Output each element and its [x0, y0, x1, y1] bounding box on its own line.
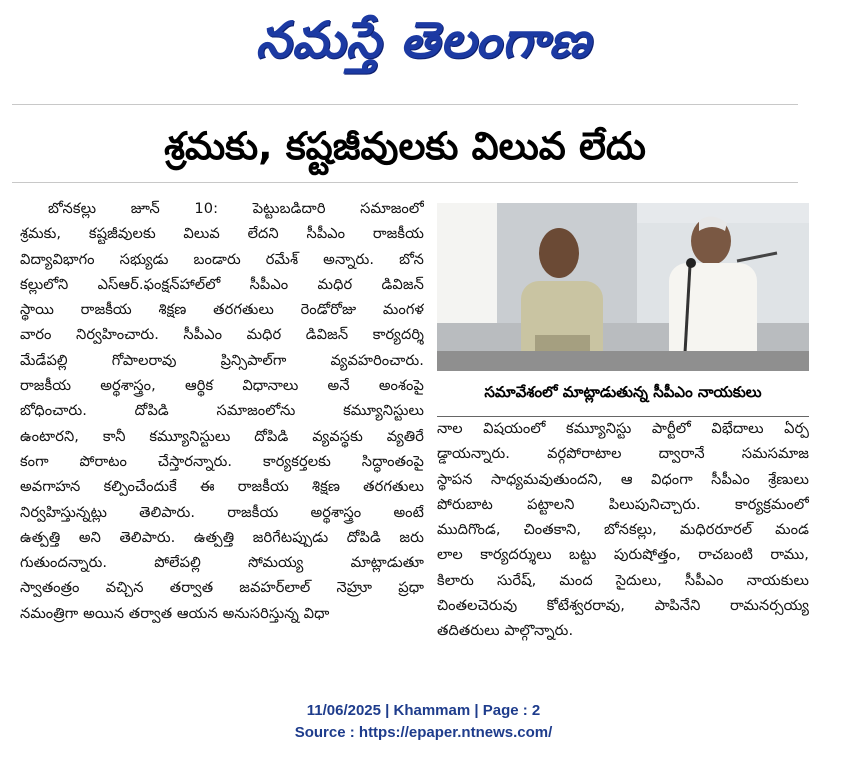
- masthead-title: నమస్తే తెలంగాణ: [255, 10, 592, 69]
- article-line: అవగాహన కల్పించేందుకే ఈ రాజకీయ శిక్షణ తరగతులు: [20, 478, 424, 496]
- article-line: స్వాతంత్రం వచ్చిన తర్వాత జవహర్‌లాల్ నెహ్రూ ప్రధా: [20, 579, 424, 597]
- article-line: వారం నిర్వహించారు. సీపీఎం మధిర డివిజన్ కార్యదర్శి: [20, 326, 424, 344]
- article-line: బోనకల్లు జూన్ 10: పెట్టుబడిదారి సమాజంలో: [48, 200, 424, 217]
- article-line: నమంత్రిగా అయిన తర్వాత ఆయన అనుసరిస్తున్న విధా: [20, 604, 330, 622]
- photo-caption: సమావేశంలో మాట్లాడుతున్న సీపీఎం నాయకులు: [437, 371, 809, 417]
- article-line: మేడేపల్లి గోపాలరావు ప్రిన్సిపాల్‌గా వ్యవహరించారు.: [20, 351, 424, 369]
- article-line: ముదిగొండ, చింతకాని, బోనకల్లు, మధిరరూరల్ మండ: [437, 521, 809, 539]
- article-line: నాల విషయంలో కమ్యూనిస్టు పార్టీలో విభేదాలు ఏర్ప: [437, 420, 809, 437]
- photo-illustration: [437, 203, 809, 371]
- article-line: ఉత్పత్తి అని తెలిపారు. ఉత్పత్తి జరిగేటప్పుడు దోపిడి జరు: [20, 528, 424, 546]
- headline: శ్రమకు, కష్టజీవులకు విలువ లేదు: [164, 124, 646, 168]
- masthead-logo: [0, 0, 847, 92]
- footer-source: Source : https://epaper.ntnews.com/: [294, 724, 553, 741]
- footer-edition-info: 11/06/2025 | Khammam | Page : 2: [306, 702, 541, 719]
- headline-divider: [12, 182, 798, 183]
- top-divider: [12, 104, 798, 105]
- article-line: స్థాపన సాధ్యమవుతుందని, ఆ విధంగా సీపీఎం శ్రేణులు: [437, 470, 809, 488]
- article-line: స్థాయి రాజకీయ శిక్షణ తరగతులు రెండోరోజు మంగళ: [20, 301, 424, 319]
- article-line: శ్రమకు, కష్టజీవులకు విలువ లేదని సీపీఎం రాజకీయ: [20, 225, 424, 243]
- article-line: కంగా పోరాటం చేస్తారన్నారు. కార్యకర్తలకు సిద్ధాంతంపై: [20, 452, 424, 470]
- article-line: తదితరులు పాల్గొన్నారు.: [437, 622, 574, 640]
- article-line: కల్లులోని ఎస్ఆర్.ఫంక్షన్‌హాల్‌లో సీపీఎం మధిర డివిజన్: [20, 275, 424, 293]
- news-photo: [437, 203, 809, 371]
- article-line: గుతుందన్నారు. పోలేపల్లి సోమయ్య మాట్లాడుతూ: [20, 554, 424, 572]
- page-footer: [0, 700, 847, 744]
- article-line: రాజకీయ అర్థశాస్త్రం, ఆర్థిక విధానాలు అనే అంశంపై: [20, 377, 424, 395]
- article-line: కిలారు సురేష్, మంద సైదులు, సీపీఎం నాయకులు: [437, 571, 809, 589]
- article-line: నిర్వహిస్తున్నట్లు తెలిపారు. రాజకీయ అర్థశాస్త్రం అంటే: [20, 503, 424, 521]
- article-left-column: [20, 196, 424, 674]
- article-right-column: [437, 416, 809, 676]
- article-line: డ్డాయన్నారు. వర్గపోరాటాల ద్వారానే సమసమాజ: [437, 445, 809, 463]
- article-line: చింతలచెరువు కోటేశ్వరరావు, పాపినేని రామనర్సయ్య: [437, 597, 809, 615]
- article-line: లాల కార్యదర్శులు బట్టు పురుషోత్తం, రాచబంటి రాము,: [437, 546, 809, 564]
- article-line: విద్యావిభాగం సభ్యుడు బండారు రమేశ్ అన్నారు. బోన: [20, 250, 424, 268]
- article-line: బోధించారు. దోపిడి సమాజంలోను కమ్యూనిస్టులు: [20, 402, 424, 420]
- article-line: పోరుబాట పట్టాలని పిలుపునిచ్చారు. కార్యక్రమంలో: [437, 495, 809, 513]
- article-line: ఉంటారని, కానీ కమ్యూనిస్టులు దోపిడి వ్యవస్థకు వ్యతిరే: [20, 427, 424, 445]
